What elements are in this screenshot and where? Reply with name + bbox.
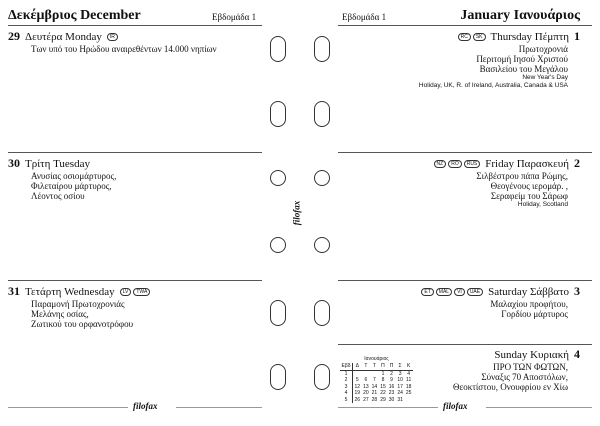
day-entry-29 xyxy=(8,29,258,54)
day-number: 29 xyxy=(8,29,20,43)
saint-line: Βασιλείου του Μεγάλου xyxy=(479,64,568,74)
saint-line: Θεοκτίστου, Ονουφρίου εν Χίω xyxy=(452,382,568,392)
country-badge: MAL xyxy=(436,288,452,296)
saint-line: Μαλαχίου προφήτου, xyxy=(490,299,568,309)
day-name: Τετάρτη Wednesday xyxy=(25,285,115,298)
mini-calendar-day: 25 xyxy=(405,390,412,396)
right-week-label: Εβδομάδα 1 xyxy=(342,12,387,22)
country-badge: RC xyxy=(458,33,471,41)
saint-line: ΠΡΟ ΤΩΝ ΦΩΤΩΝ, xyxy=(493,362,568,372)
mini-calendar-day: 1 xyxy=(381,370,385,377)
footer-line xyxy=(176,407,262,408)
holiday-note: New Year's Day xyxy=(522,74,568,81)
saint-line: Περιτομή Ιησού Χριστού xyxy=(476,54,568,64)
mini-calendar-header: Π xyxy=(381,363,385,369)
day-name: Τρίτη Tuesday xyxy=(25,157,90,170)
day-divider xyxy=(8,280,262,281)
country-badge: VI xyxy=(454,288,465,296)
mini-calendar-day: 7 xyxy=(373,377,376,383)
mini-calendar-day: 2 xyxy=(390,370,393,377)
mini-calendar-day: 21 xyxy=(371,390,378,396)
mini-calendar-week-number: 2 xyxy=(340,377,353,384)
mini-calendar-day: 20 xyxy=(363,390,369,396)
binder-hole xyxy=(270,170,286,186)
day-divider xyxy=(8,152,262,153)
day-number: 4 xyxy=(574,347,580,361)
mini-calendar-day: 22 xyxy=(380,390,386,396)
day-entry-3 xyxy=(330,284,580,319)
mini-calendar-day: 10 xyxy=(397,377,403,383)
mini-calendar-day: 8 xyxy=(381,377,385,383)
mini-calendar-grid xyxy=(340,363,413,403)
saint-line: Ανυσίας οσιομάρτυρος, xyxy=(31,171,117,181)
mini-calendar-day: 29 xyxy=(380,396,386,403)
mini-calendar-day xyxy=(353,370,362,377)
binder-ring-hole xyxy=(314,300,330,326)
mini-calendar-day: 14 xyxy=(371,383,378,390)
saint-line: Σιλβέστρου πάπα Ρώμης, xyxy=(476,171,568,181)
saint-line: Παραμονή Πρωτοχρονιάς xyxy=(31,299,125,309)
mini-calendar-header: Εβδ xyxy=(341,363,351,369)
day-name: Δευτέρα Monday xyxy=(25,30,102,43)
mini-calendar-day: 24 xyxy=(397,390,403,396)
mini-calendar-day: 28 xyxy=(371,396,378,403)
day-divider xyxy=(338,152,592,153)
mini-calendar-week-number: 1 xyxy=(340,370,353,377)
spine-brand-logo: filofax xyxy=(291,200,302,226)
mini-calendar-day: 23 xyxy=(388,390,395,396)
saint-line: Φιλεταίρου μάρτυρος, xyxy=(31,181,112,191)
left-week-label: Εβδομάδα 1 xyxy=(212,12,257,22)
mini-calendar-day xyxy=(362,370,371,377)
day-entry-30 xyxy=(8,156,258,201)
holiday-note: Holiday, UK, R. of Ireland, Australia, Canada & USA xyxy=(418,82,568,89)
mini-calendar-day: 5 xyxy=(355,377,359,383)
country-badge: ET xyxy=(421,288,433,296)
mini-calendar-day xyxy=(404,397,413,404)
mini-calendar-week-number: 3 xyxy=(340,384,353,391)
mini-calendar-day: 6 xyxy=(364,377,368,383)
mini-calendar-day xyxy=(370,370,379,377)
country-badge: UAE xyxy=(467,288,483,296)
day-entry-2 xyxy=(330,156,580,209)
mini-calendar-header: Π xyxy=(389,363,394,369)
mini-calendar-day: 26 xyxy=(354,396,361,403)
mini-calendar-day: 15 xyxy=(380,383,386,390)
day-entry-31 xyxy=(8,284,258,329)
day-name: Thursday Πέμπτη xyxy=(490,30,569,43)
mini-calendar-day: 9 xyxy=(390,377,393,383)
mini-calendar-day: 30 xyxy=(388,396,395,403)
day-number: 2 xyxy=(574,156,580,170)
footer-line xyxy=(338,407,438,408)
day-divider xyxy=(338,280,592,281)
day-name: Saturday Σάββατο xyxy=(488,285,569,298)
country-badge: LV xyxy=(120,288,132,296)
mini-calendar-header: Σ xyxy=(398,363,402,369)
day-entry-1 xyxy=(330,29,580,90)
left-header-divider xyxy=(8,25,262,26)
mini-calendar-day: 27 xyxy=(363,396,369,403)
country-badge: NZ xyxy=(434,160,447,168)
day-divider xyxy=(338,344,592,345)
mini-calendar-week-number: 4 xyxy=(340,390,353,397)
mini-calendar-day: 11 xyxy=(406,377,412,383)
country-badge: RUS xyxy=(464,160,481,168)
saint-line: Μελάνης οσίας, xyxy=(31,309,89,319)
binder-ring-hole xyxy=(270,101,286,127)
country-badge: TWA xyxy=(133,288,150,296)
mini-calendar-header: Τ xyxy=(372,363,376,369)
binder-hole xyxy=(314,170,330,186)
mini-calendar-day: 18 xyxy=(405,383,412,390)
mini-calendar-header: Τ xyxy=(364,363,368,369)
country-badge: IR xyxy=(107,33,118,41)
mini-calendar-day: 16 xyxy=(388,383,395,390)
saint-line: Σεραφείμ του Σάρωφ xyxy=(490,191,568,201)
country-badge: SK xyxy=(473,33,486,41)
saint-line: Λέοντος οσίου xyxy=(31,191,85,201)
mini-calendar-header: Δ xyxy=(355,363,359,369)
left-month-title: Δεκέμβριος December xyxy=(8,8,141,23)
day-name: Friday Παρασκευή xyxy=(485,157,569,170)
mini-calendar-day: 19 xyxy=(354,390,361,396)
day-name: Sunday Κυριακή xyxy=(494,348,569,361)
binder-ring-hole xyxy=(314,364,330,390)
mini-calendar-header: Κ xyxy=(406,363,411,369)
day-number: 3 xyxy=(574,284,580,298)
saint-line: Των υπό του Ηρώδου αναιρεθέντων 14.000 νηπίων xyxy=(31,44,217,54)
saint-line: Θεογένους ιερομάρ. , xyxy=(490,181,568,191)
saint-line: Σύναξις 70 Αποστόλων, xyxy=(481,372,568,382)
mini-calendar-day: 13 xyxy=(363,383,369,390)
day-number: 30 xyxy=(8,156,20,170)
mini-calendar-day: 3 xyxy=(398,370,402,377)
right-header-divider xyxy=(338,25,592,26)
binder-ring-hole xyxy=(270,300,286,326)
saint-line: Πρωτοχρονιά xyxy=(518,44,568,54)
binder-ring-hole xyxy=(270,364,286,390)
mini-calendar-week-number: 5 xyxy=(340,397,353,404)
binder-hole xyxy=(270,237,286,253)
footer-line xyxy=(486,407,592,408)
mini-calendar-week xyxy=(340,370,413,377)
brand-logo: filofax xyxy=(443,401,468,411)
mini-calendar-title: Ιανουάριος xyxy=(364,356,389,362)
brand-logo: filofax xyxy=(133,401,158,411)
country-badge: RO xyxy=(448,160,462,168)
right-month-title: January Ιανουάριος xyxy=(460,8,580,23)
day-number: 31 xyxy=(8,284,20,298)
mini-calendar-day: 31 xyxy=(397,396,403,403)
day-entry-4 xyxy=(420,347,580,392)
mini-calendar xyxy=(340,356,413,403)
holiday-note: Holiday, Scotland xyxy=(517,201,568,208)
binder-ring-hole xyxy=(314,36,330,62)
saint-line: Γορδίου μάρτυρος xyxy=(501,309,568,319)
mini-calendar-day: 12 xyxy=(354,383,361,390)
mini-calendar-week xyxy=(340,397,413,404)
mini-calendar-day: 17 xyxy=(397,383,403,390)
mini-calendar-day: 4 xyxy=(407,370,411,377)
saint-line: Ζωτικού του ορφανοτρόφου xyxy=(31,319,134,329)
binder-ring-hole xyxy=(270,36,286,62)
day-number: 1 xyxy=(574,29,580,43)
binder-ring-hole xyxy=(314,101,330,127)
binder-hole xyxy=(314,237,330,253)
footer-line xyxy=(8,407,128,408)
